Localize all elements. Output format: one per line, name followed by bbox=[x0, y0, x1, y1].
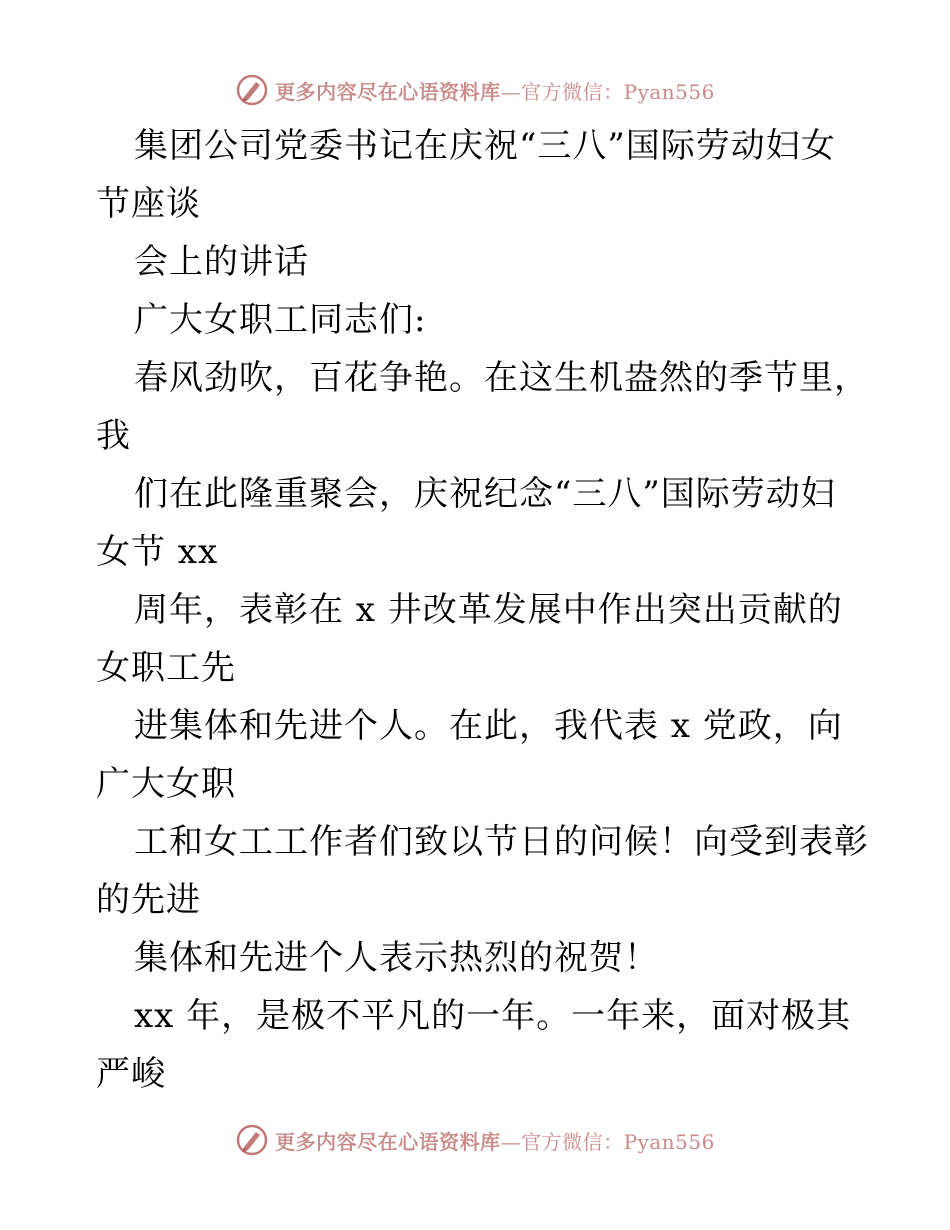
body-text bbox=[96, 117, 869, 1103]
watermark-dash: — bbox=[500, 1129, 522, 1154]
text-line: 广大女职工同志们: bbox=[134, 300, 427, 340]
header-watermark bbox=[0, 68, 950, 112]
pen-logo-icon bbox=[235, 1123, 269, 1157]
text-line: 女节 xx bbox=[96, 532, 219, 572]
watermark-main: 更多内容尽在心语资料库 bbox=[275, 1129, 501, 1154]
watermark-main: 更多内容尽在心语资料库 bbox=[275, 79, 501, 104]
watermark-text bbox=[275, 76, 715, 105]
text-line: 广大女职 bbox=[96, 764, 236, 804]
text-line: 们在此隆重聚会，庆祝纪念“三八”国际劳动妇 bbox=[134, 474, 836, 514]
text-line: 工和女工工作者们致以节日的问候！向受到表彰 bbox=[134, 822, 869, 862]
text-line: 严峻 bbox=[96, 1054, 166, 1094]
watermark-id: Pyan556 bbox=[623, 79, 715, 104]
text-line: 进集体和先进个人。在此，我代表 x 党政，向 bbox=[134, 706, 843, 746]
text-line: 会上的讲话 bbox=[134, 242, 309, 282]
text-line: 节座谈 bbox=[96, 184, 201, 224]
text-line: 周年，表彰在 x 井改革发展中作出突出贡献的 bbox=[134, 590, 843, 630]
text-line: 女职工先 bbox=[96, 648, 236, 688]
text-line: 集体和先进个人表示热烈的祝贺！ bbox=[134, 938, 659, 978]
text-line: 集团公司党委书记在庆祝“三八”国际劳动妇女 bbox=[134, 126, 836, 166]
text-line: xx 年，是极不平凡的一年。一年来，面对极其 bbox=[134, 996, 852, 1036]
watermark-wechat: 官方微信： bbox=[521, 1129, 624, 1154]
footer-watermark bbox=[0, 1118, 950, 1162]
pen-logo-icon bbox=[235, 73, 269, 107]
text-line: 的先进 bbox=[96, 880, 201, 920]
text-line: 我 bbox=[96, 416, 131, 456]
text-line: 春风劲吹，百花争艳。在这生机盎然的季节里， bbox=[134, 358, 869, 398]
watermark-text bbox=[275, 1126, 715, 1155]
watermark-dash: — bbox=[500, 79, 522, 104]
watermark-id: Pyan556 bbox=[623, 1129, 715, 1154]
watermark-wechat: 官方微信： bbox=[521, 79, 624, 104]
